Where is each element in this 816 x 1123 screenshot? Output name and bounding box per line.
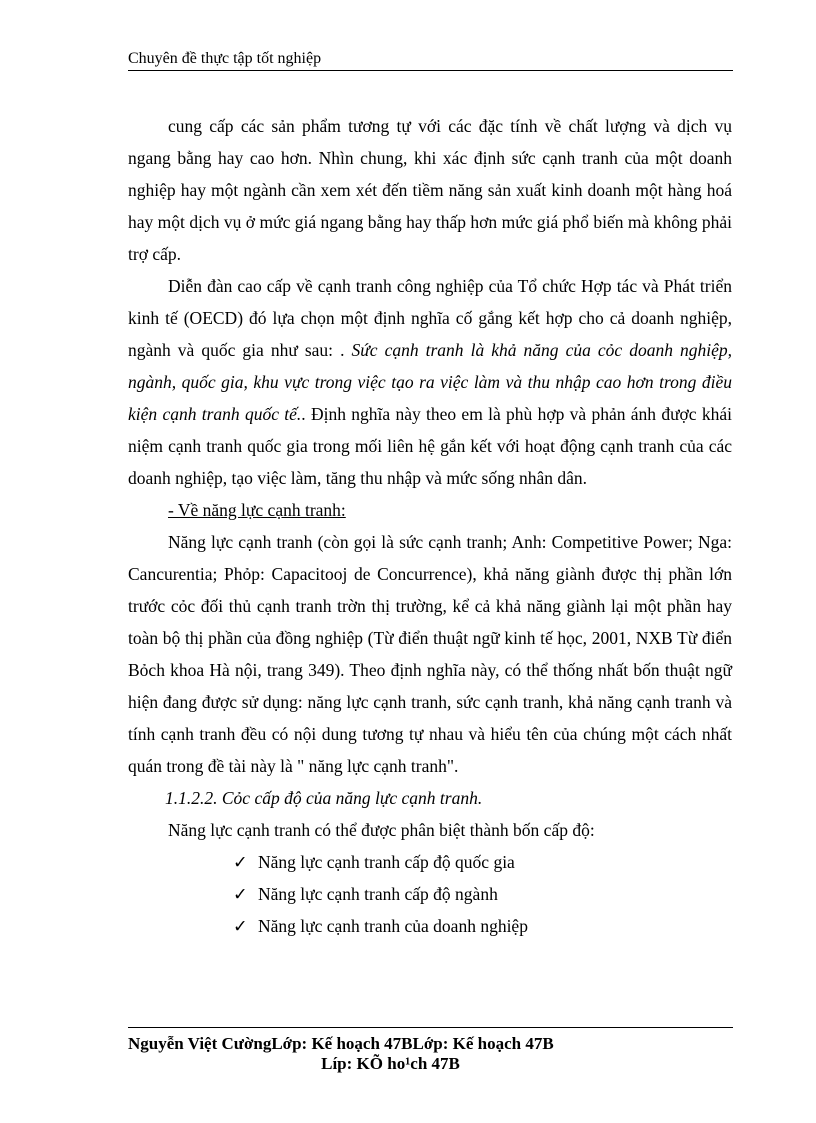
paragraph-3: Năng lực cạnh tranh (còn gọi là sức cạnh tranh; Anh: Competitive Power; Nga: Cancurentia; Phỏp: Capacitooj de Concurrence), khả năng giành được thị phần lớn trước cỏc đối thủ cạnh tranh trờn thị trường, kể cả khả năng giành lại một phần hay toàn bộ thị phần của đồng nghiệp (Từ điển thuật ngữ kinh tế học, 2001, NXB Từ điển Bỏch khoa Hà nội, trang 349). Theo định nghĩa này, có thể thống nhất bốn thuật ngữ hiện đang được sử dụng: năng lực cạnh tranh, sức cạnh tranh, khả năng cạnh tranh và tính cạnh tranh đều có nội dung tương tự nhau và hiểu tên của chúng một cách nhất quán trong đề tài này là " năng lực cạnh tranh". <box>128 532 732 776</box>
footer-line-2: Líp: KÕ ho¹ch 47B <box>321 1054 460 1073</box>
bullet-list <box>128 846 732 942</box>
check-icon: ✓ <box>233 916 248 936</box>
page-footer <box>128 1027 733 1074</box>
oecd-definition: Sức cạnh tranh là khả năng của cỏc doanh nghiệp, ngành, quốc gia, khu vực trong việc tạo ra việc làm và thu nhập cao hơn trong điều kiện cạnh tranh quốc tế. <box>128 340 732 424</box>
list-item <box>128 846 732 878</box>
paragraph-2 <box>128 270 732 494</box>
list-item-text: Năng lực cạnh tranh cấp độ ngành <box>258 884 498 904</box>
sub-heading-text: - Về năng lực cạnh tranh: <box>168 500 346 520</box>
paragraph-2-end: . Định nghĩa này theo em là phù hợp và phản ánh được khái niệm cạnh tranh quốc gia trong mối liên hệ gắn kết với hoạt động cạnh tranh của các doanh nghiệp, tạo việc làm, tăng thu nhập và mức sống nhân dân. <box>128 404 732 488</box>
header-title: Chuyên đề thực tập tốt nghiệp <box>128 50 322 67</box>
list-item <box>128 910 732 942</box>
check-icon: ✓ <box>233 884 248 904</box>
paragraph-2-start: Diễn đàn cao cấp về cạnh tranh công nghiệp của Tổ chức Hợp tác và Phát triển kinh tế (OECD) đó lựa chọn một định nghĩa cố gắng kết hợp cho cả doanh nghiệp, ngành và quốc gia như sau: . <box>128 276 732 360</box>
list-item <box>128 878 732 910</box>
check-icon: ✓ <box>233 852 248 872</box>
paragraph-4: Năng lực cạnh tranh có thể được phân biệt thành bốn cấp độ: <box>168 820 595 840</box>
document-body <box>128 110 732 942</box>
list-item-text: Năng lực cạnh tranh của doanh nghiệp <box>258 916 528 936</box>
page-header <box>128 50 733 71</box>
paragraph-1: cung cấp các sản phẩm tương tự với các đặc tính về chất lượng và dịch vụ ngang bằng hay cao hơn. Nhìn chung, khi xác định sức cạnh tranh của một doanh nghiệp hay một ngành cần xem xét đến tiềm năng sản xuất kinh doanh một hàng hoá hay một dịch vụ ở mức giá ngang bằng hay thấp hơn mức giá phổ biến mà không phải trợ cấp. <box>128 116 732 264</box>
section-heading: 1.1.2.2. Cỏc cấp độ của năng lực cạnh tranh. <box>165 788 483 808</box>
sub-heading <box>128 494 732 526</box>
footer-line-1: Nguyễn Việt CườngLớp: Kế hoạch 47BLớp: Kế hoạch 47B <box>128 1034 554 1053</box>
list-item-text: Năng lực cạnh tranh cấp độ quốc gia <box>258 852 515 872</box>
